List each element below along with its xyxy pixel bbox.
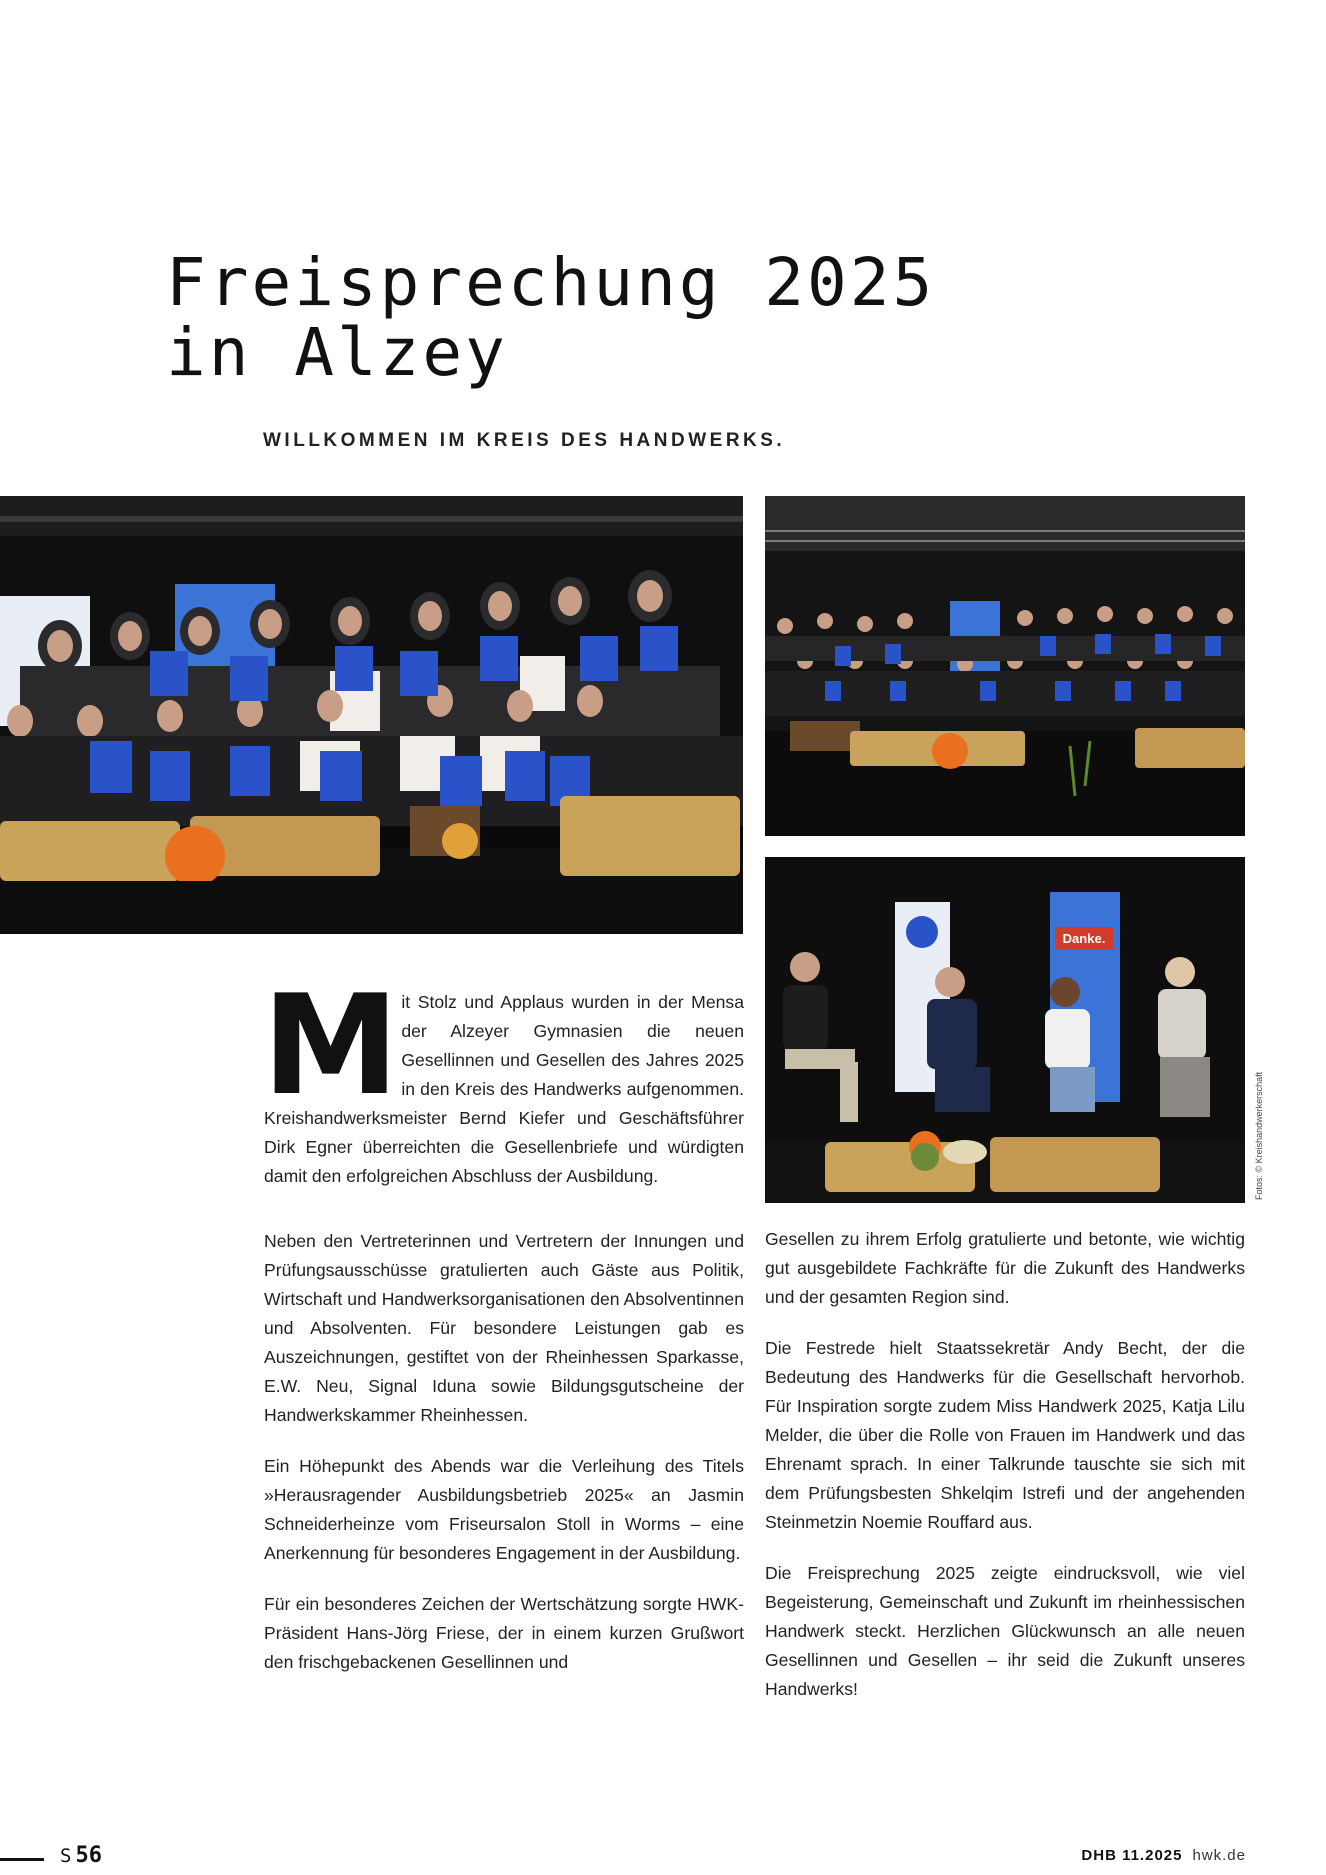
issue-label: DHB 11.2025 bbox=[1081, 1847, 1183, 1864]
body-paragraph: Neben den Vertreterinnen und Vertretern der Innungen und Prüfungsausschüsse gratulierten auch Gäste aus Politik, Wirtschaft und Handwerksorganisationen den Absolventinnen und Absolventen. Für besondere Leistungen gab es Auszeichnungen, gestiftet von der Rheinhessen Sparkasse, E.W. Neu, Signal Iduna sowie Bildungsgutscheine der Handwerkskammer Rheinhessen. bbox=[264, 1231, 744, 1425]
text-column-right bbox=[765, 1225, 1245, 1726]
title-line-2: in Alzey bbox=[166, 314, 508, 391]
body-paragraph: Ein Höhepunkt des Abends war die Verleihung des Titels »Herausragender Ausbildungsbetrieb 2025« an Jasmin Schneiderheinze vom Friseursalon Stoll in Worms – eine Anerkennung für besonderes Engagement in der Ausbildung. bbox=[264, 1456, 744, 1563]
website-link[interactable]: hwk.de bbox=[1192, 1847, 1246, 1864]
footer-issue-info bbox=[1081, 1847, 1246, 1864]
photo-credit: Fotos: © Kreishandwerkerschaft bbox=[1254, 1071, 1264, 1200]
group-photo-wide bbox=[765, 496, 1245, 836]
body-paragraph: Die Festrede hielt Staatssekretär Andy Becht, der die Bedeutung des Handwerks für die Gesellschaft hervorhob. Für Inspiration sorgte zudem Miss Handwerk 2025, Katja Lilu Melder, die über die Rolle von Frauen im Handwerk und das Ehrenamt sprach. In einer Talkrunde tauschte sie sich mit dem Prüfungsbesten Shkelqim Istrefi und der angehenden Steinmetzin Noemie Rouffard aus. bbox=[765, 1338, 1245, 1532]
lead-paragraph bbox=[262, 965, 744, 1191]
talk-round-photo bbox=[765, 857, 1245, 1203]
page-number-value: 56 bbox=[75, 1843, 102, 1868]
page-prefix: S bbox=[60, 1845, 72, 1867]
group-photo-main bbox=[0, 496, 743, 934]
body-paragraph: Gesellen zu ihrem Erfolg gratulierte und betonte, wie wichtig gut ausgebildete Fachkräfte für die Zukunft des Handwerks und der gesamten Region sind. bbox=[765, 1229, 1245, 1307]
article-title bbox=[166, 244, 1066, 391]
body-paragraph: Für ein besonderes Zeichen der Wertschätzung sorgte HWK-Präsident Hans-Jörg Friese, der in einem kurzen Grußwort den frischgebackenen Gesellinnen und bbox=[264, 1594, 744, 1672]
dropcap-letter: M bbox=[262, 965, 396, 1126]
lead-text: it Stolz und Applaus wurden in der Mensa der Alzeyer Gymnasien die neuen Gesellinnen und Gesellen des Jahres 2025 in den Kreis des Handwerks aufgenommen. Kreishandwerksmeister Bernd Kiefer und Geschäftsführer Dirk Egner überreichten die Gesellenbriefe und würdigten damit den erfolgreichen Abschluss der Ausbildung. bbox=[264, 992, 744, 1186]
body-paragraph: Die Freisprechung 2025 zeigte eindrucksvoll, wie viel Begeisterung, Gemeinschaft und Zukunft im rheinhessischen Handwerk steckt. Herzlichen Glückwunsch an alle neuen Gesellinnen und Gesellen – ihr seid die Zukunft unseres Handwerks! bbox=[765, 1563, 1245, 1699]
banner-danke-text: Danke. bbox=[1062, 931, 1106, 946]
title-line-1: Freisprechung 2025 bbox=[166, 244, 936, 321]
page-number bbox=[60, 1843, 102, 1868]
article-subtitle: WILLKOMMEN IM KREIS DES HANDWERKS. bbox=[263, 430, 786, 451]
text-column-left bbox=[262, 965, 744, 1699]
footer-rule bbox=[0, 1858, 44, 1861]
